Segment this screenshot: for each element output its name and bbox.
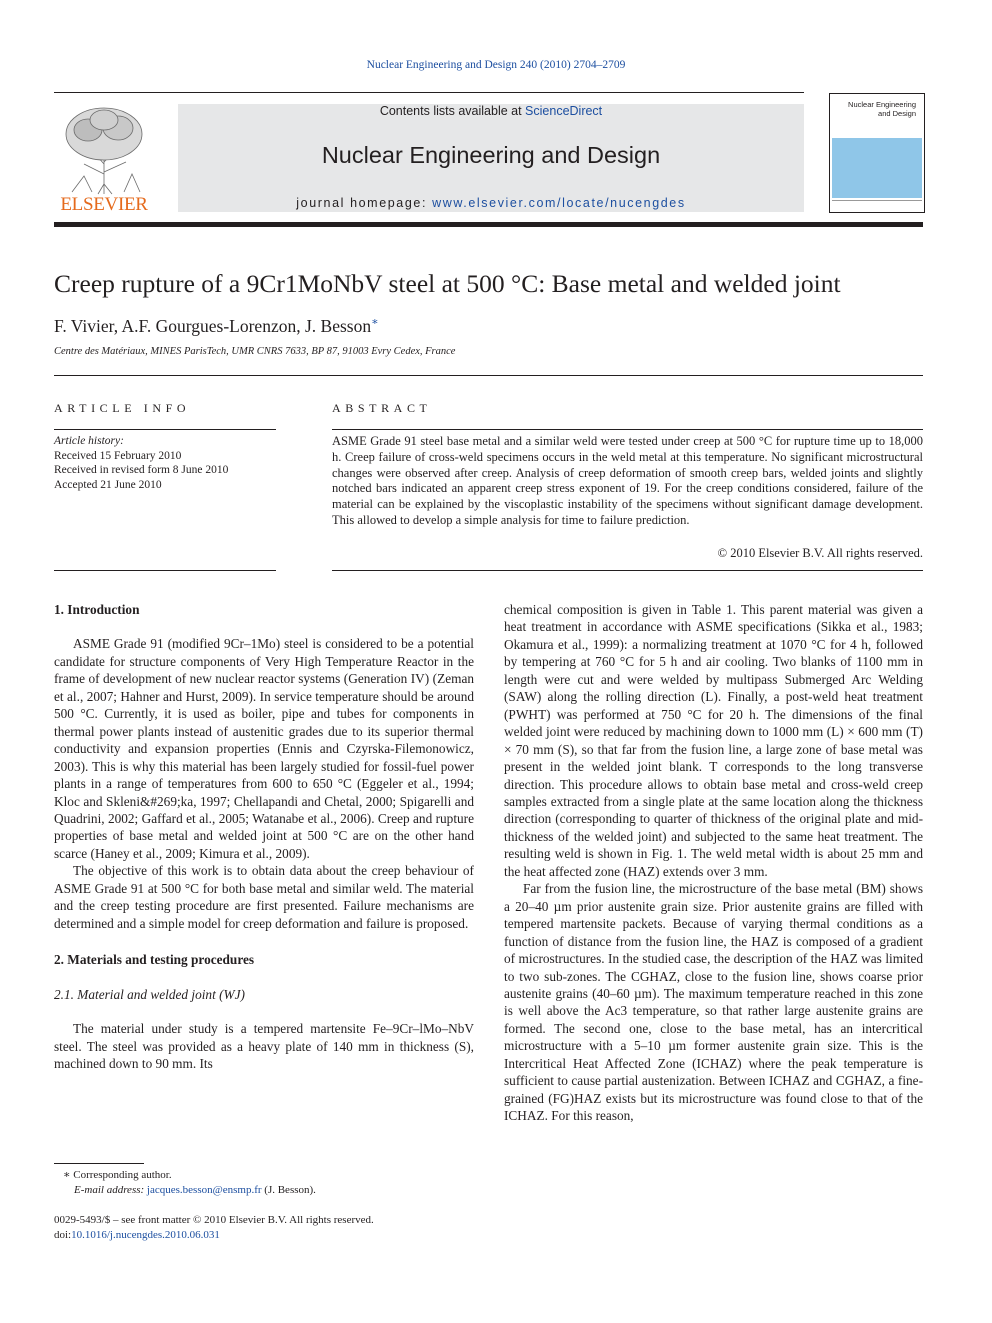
intro-paragraph-2: The objective of this work is to obtain data about the creep behaviour of ASME Grade 91 at 500 °C for both base metal and similar weld. The material and the creep testing procedure are first presented. Failure mechanisms are determined and a simple model for creep deformation and failure is proposed. (54, 863, 474, 931)
issn-line: 0029-5493/$ – see front matter © 2010 Elsevier B.V. All rights reserved. (54, 1214, 374, 1226)
article-info-bottom-rule (54, 570, 276, 571)
section-2-1-heading: 2.1. Material and welded joint (WJ) (54, 986, 245, 1002)
tree-icon (54, 104, 154, 196)
accepted-date: Accepted 21 June 2010 (54, 478, 162, 491)
doi-label: doi: (54, 1228, 72, 1241)
email-label: E-mail address: (74, 1183, 147, 1196)
body-column-left (54, 601, 474, 1072)
authors-text: F. Vivier, A.F. Gourgues-Lorenzon, J. Besson (54, 315, 372, 336)
cover-footer-strip (832, 200, 922, 211)
abstract-heading: ABSTRACT (332, 401, 432, 415)
cover-title: Nuclear Engineering and Design (848, 100, 916, 118)
abstract-bottom-rule (332, 570, 923, 571)
abstract-rule (332, 429, 923, 430)
microstructure-paragraph: Far from the fusion line, the microstructure of the base metal (BM) shows a 20–40 µm prior austenite grain size. Prior austenite grains are filled with tempered martensite packets. Because of varying thermal conditions as a function of distance from the fusion line, the HAZ is composed of a gradient of microstructures. In the studied case, the description of the HAZ was limited to two sub-zones. The CGHAZ, close to the fusion line, shows coarse prior austenite grains (40–60 µm). The maximum temperature reached in this zone is well above the Ac3 temperature, so that rather large austenite grains are formed. The second one, close to the base metal, has an intercritical microstructure with a 5–10 µm former austenite grain size. This is the Intercritical Heat Affected Zone (ICHAZ) where the peak temperature is sufficient to cause partial austenization. Between ICHAZ and CGHAZ, a fine-grained (FG)HAZ exists but its microstructure was found close to that of the ICHAZ. For this reason, (504, 881, 923, 1124)
author-list (54, 315, 379, 337)
front-matter-info (54, 1213, 474, 1242)
journal-banner (178, 104, 804, 212)
header-thick-rule (54, 222, 923, 227)
body-column-right (504, 601, 923, 1125)
doi-line (54, 1228, 474, 1243)
homepage-prefix: journal homepage: (296, 196, 433, 210)
abstract-copyright: © 2010 Elsevier B.V. All rights reserved. (717, 546, 923, 560)
contents-prefix: Contents lists available at (379, 104, 526, 118)
contents-line (178, 104, 804, 118)
email-suffix: (J. Besson). (261, 1183, 316, 1196)
title-divider (54, 375, 923, 376)
material-paragraph-2: chemical composition is given in Table 1. This parent material was given a heat treatment in accordance with ASME specifications (Sikka et al., 1983; Okamura et al., 1999): a normalizing treatment at 1070 °C for 4 h, followed by tempering at 760 °C for 5 h and air cooling. Two blanks of 1100 mm in length were cut and were welded by multipass Submerged Arc Welding (SAW) along the rolling direction (L). Finally, a post-weld heat treatment (PWHT) was performed at 750 °C for 20 h. The dimensions of the final welded joint were reduced by machining down to 1000 mm (L) × 600 mm (T) × 70 mm (S), so that far from the fusion line, a large zone of base metal was present in the welded joint blank. T corresponds to the long transverse direction. This procedure allows to obtain base metal and cross-weld creep samples extracted from a single plate at the same location along the thickness direction (corresponding to quarter of thickness of the original plate and mid-thickness of the welded joint) and subjected to the same heat treatment. The resulting weld is shown in Fig. 1. The weld metal width is about 25 mm and the heat affected zone (HAZ) extends over 3 mm. (504, 602, 923, 879)
article-title: Creep rupture of a 9Cr1MoNbV steel at 500 °C: Base metal and welded joint (54, 269, 841, 298)
article-info-rule (54, 429, 276, 430)
author-email-link[interactable]: jacques.besson@ensmp.fr (146, 1183, 262, 1196)
revised-date: Received in revised form 8 June 2010 (54, 464, 229, 477)
received-date: Received 15 February 2010 (54, 449, 182, 462)
abstract-text: ASME Grade 91 steel base metal and a similar weld were tested under creep at 500 °C for rupture time up to 18,000 h. Creep failure of cross-weld specimens occurs in the weld metal at this temperature. No significant microstructural changes were observed after creep. Analysis of creep deformation of smooth creep bars, welded joints and slightly notched bars indicated an apparent creep stress exponent of 19. For the creep conditions considered, failure of the material can be explained by the viscoplastic instability of the specimens without significant damage development. This allowed to develop a simple analysis for time to failure prediction. (332, 434, 923, 527)
journal-homepage-line (178, 196, 804, 210)
elsevier-wordmark: ELSEVIER (60, 194, 148, 215)
journal-title: Nuclear Engineering and Design (321, 142, 661, 168)
material-paragraph-1: The material under study is a tempered martensite Fe–9Cr–lMo–NbV steel. The steel was provided as a heavy plate of 140 mm in thickness (S), machined down to 90 mm. Its (54, 1021, 474, 1071)
affiliation: Centre des Matériaux, MINES ParisTech, UMR CNRS 7633, BP 87, 91003 Evry Cedex, France (54, 346, 456, 357)
sciencedirect-link[interactable]: ScienceDirect (525, 104, 603, 118)
section-2-heading: 2. Materials and testing procedures (54, 952, 255, 968)
intro-paragraph-1: ASME Grade 91 (modified 9Cr–1Mo) steel is considered to be a potential candidate for structure components of Very High Temperature Reactor in the frame of development of new nuclear reactor systems (Generation IV) (Zeman et al., 2007; Hahner and Hurst, 2009). In service temperature should be around 500 °C. Currently, it is used as boiler, pipe and tubes for components in thermal power plants instead of austenitic grades due to its superior thermal conductivity and expansion properties (Ennis and Czyrska-Filemonowicz, 2003). This is why this material has been largely studied for fossil-fuel power plants in a range of temperatures from 600 to 650 °C (Eggeler et al., 1994; Kloc and Skleni&#269;ka, 1997; Chellapandi and Chetal, 2000; Spigarelli and Quadrini, 2002; Gaffard et al., 2005; Watanabe et al., 2006). Creep and rupture properties of base metal and welded joint at 500 °C are on the other hand scarce (Haney et al., 2009; Kimura et al., 2009). (54, 636, 474, 861)
article-info-heading: ARTICLE INFO (54, 401, 191, 415)
section-1-heading: 1. Introduction (54, 602, 140, 617)
elsevier-logo[interactable] (54, 104, 154, 216)
journal-citation[interactable]: Nuclear Engineering and Design 240 (2010) 2704–2709 (366, 59, 626, 71)
corresponding-author-mark[interactable]: ∗ (371, 316, 379, 328)
corresponding-author-footnote (54, 1168, 474, 1197)
footnote-corresponding: Corresponding author. (73, 1169, 172, 1181)
article-history (54, 434, 276, 492)
cover-image (832, 138, 922, 198)
history-label: Article history: (54, 435, 124, 447)
header-top-rule (54, 92, 804, 93)
homepage-link[interactable]: www.elsevier.com/locate/nucengdes (432, 196, 686, 210)
footnote-mark: ∗ (63, 1169, 71, 1181)
doi-link[interactable]: 10.1016/j.nucengdes.2010.06.031 (71, 1228, 220, 1241)
journal-cover-thumbnail[interactable] (829, 93, 925, 213)
footnote-rule (54, 1163, 144, 1164)
